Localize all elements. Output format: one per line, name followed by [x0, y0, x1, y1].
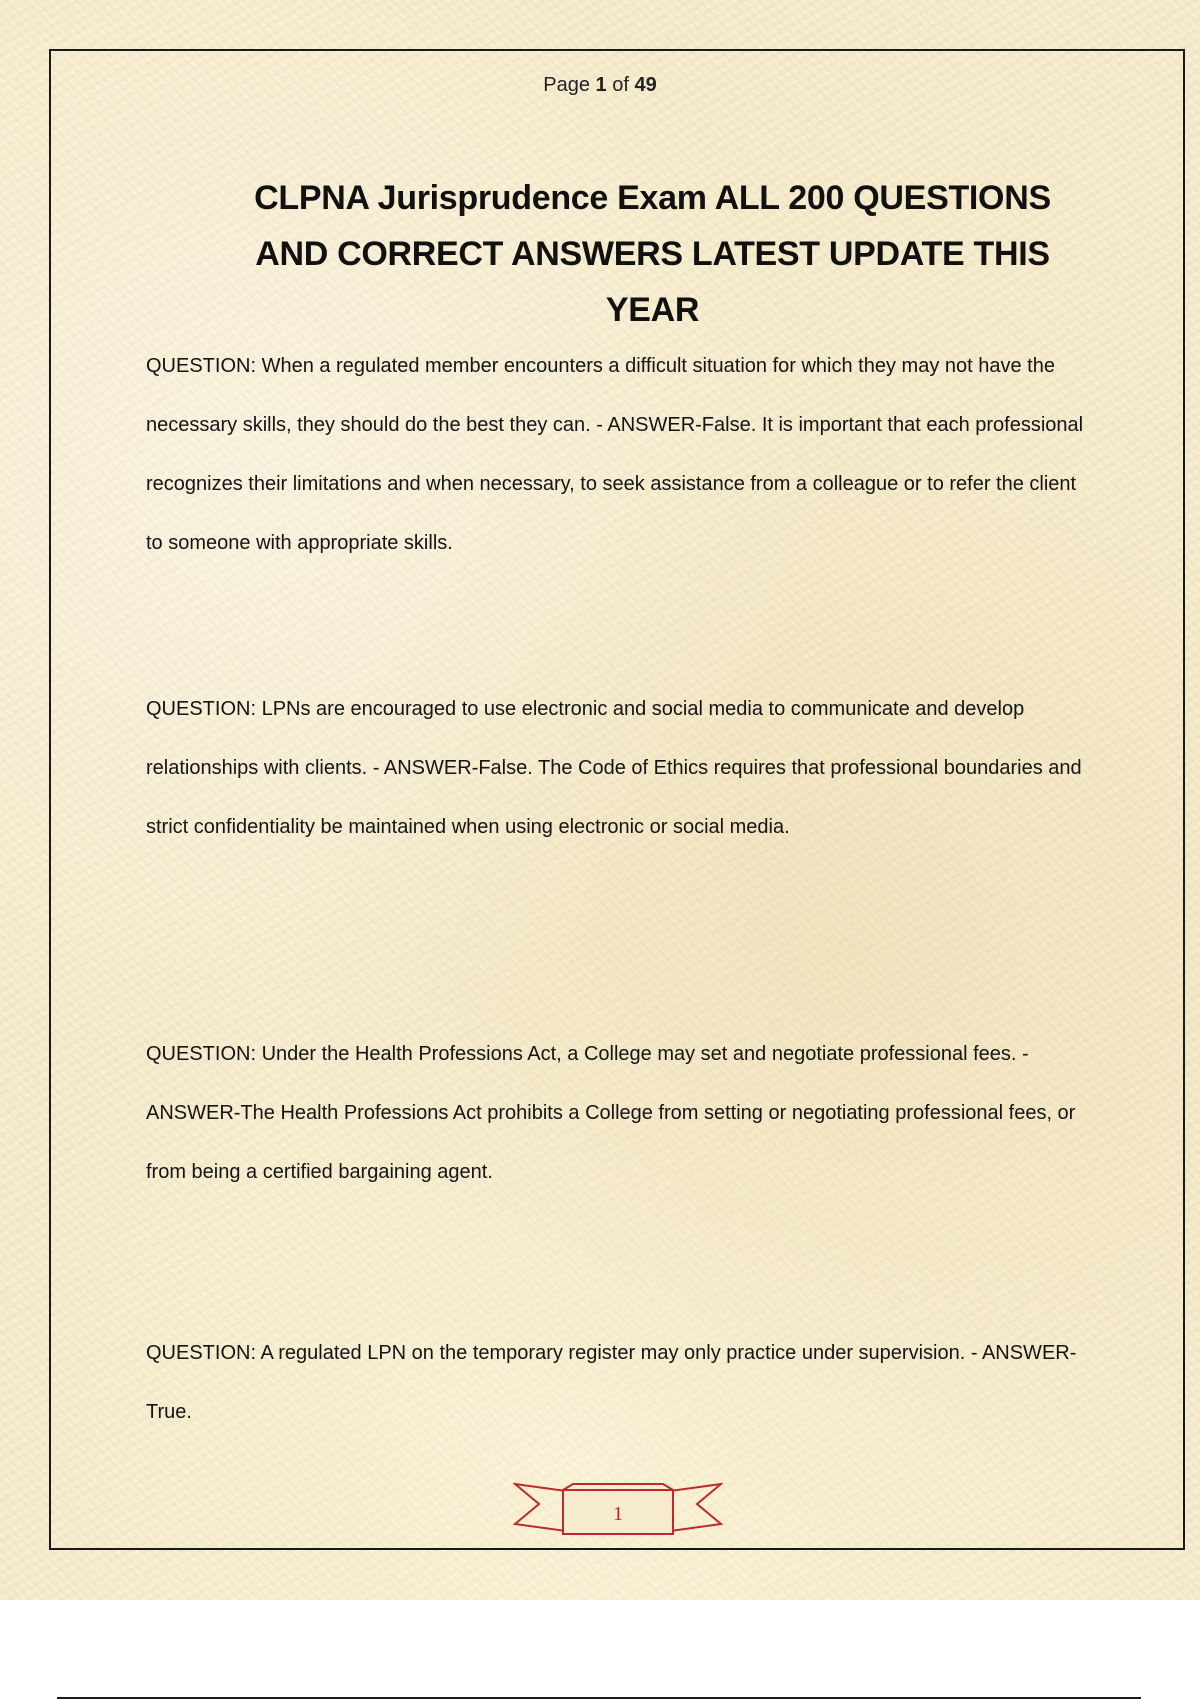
page-current: 1 [595, 74, 607, 96]
footer-divider [57, 1697, 1141, 1699]
page-of-label: of [612, 74, 629, 96]
qa-item-4: QUESTION: A regulated LPN on the temporary register may only practice under supervision. - ANSWER-True. [146, 1342, 1077, 1423]
page-counter [0, 74, 1200, 97]
qa-item-3: QUESTION: Under the Health Professions Act, a College may set and negotiate professional fees. - ANSWER-The Health Professions Act prohibits a College from setting or negotiating professional fees, or from being a certified bargaining agent. [146, 1043, 1076, 1183]
document-title: CLPNA Jurisprudence Exam ALL 200 QUESTIONS AND CORRECT ANSWERS LATEST UPDATE THIS YEAR [254, 179, 1051, 329]
page-number-ribbon [513, 1478, 723, 1540]
page-total: 49 [634, 74, 657, 96]
qa-item-2: QUESTION: LPNs are encouraged to use electronic and social media to communicate and develop relationships with clients. - ANSWER-False. The Code of Ethics requires that professional boundaries and strict confidentiality be maintained when using electronic or social media. [146, 698, 1082, 838]
page-number: 1 [613, 1503, 623, 1525]
page-label: Page [543, 74, 590, 96]
qa-item-1: QUESTION: When a regulated member encounters a difficult situation for which they may not have the necessary skills, they should do the best they can. - ANSWER-False. It is important that each professional recognizes their limitations and when necessary, to seek assistance from a colleague or to refer the client to someone with appropriate skills. [146, 355, 1084, 554]
